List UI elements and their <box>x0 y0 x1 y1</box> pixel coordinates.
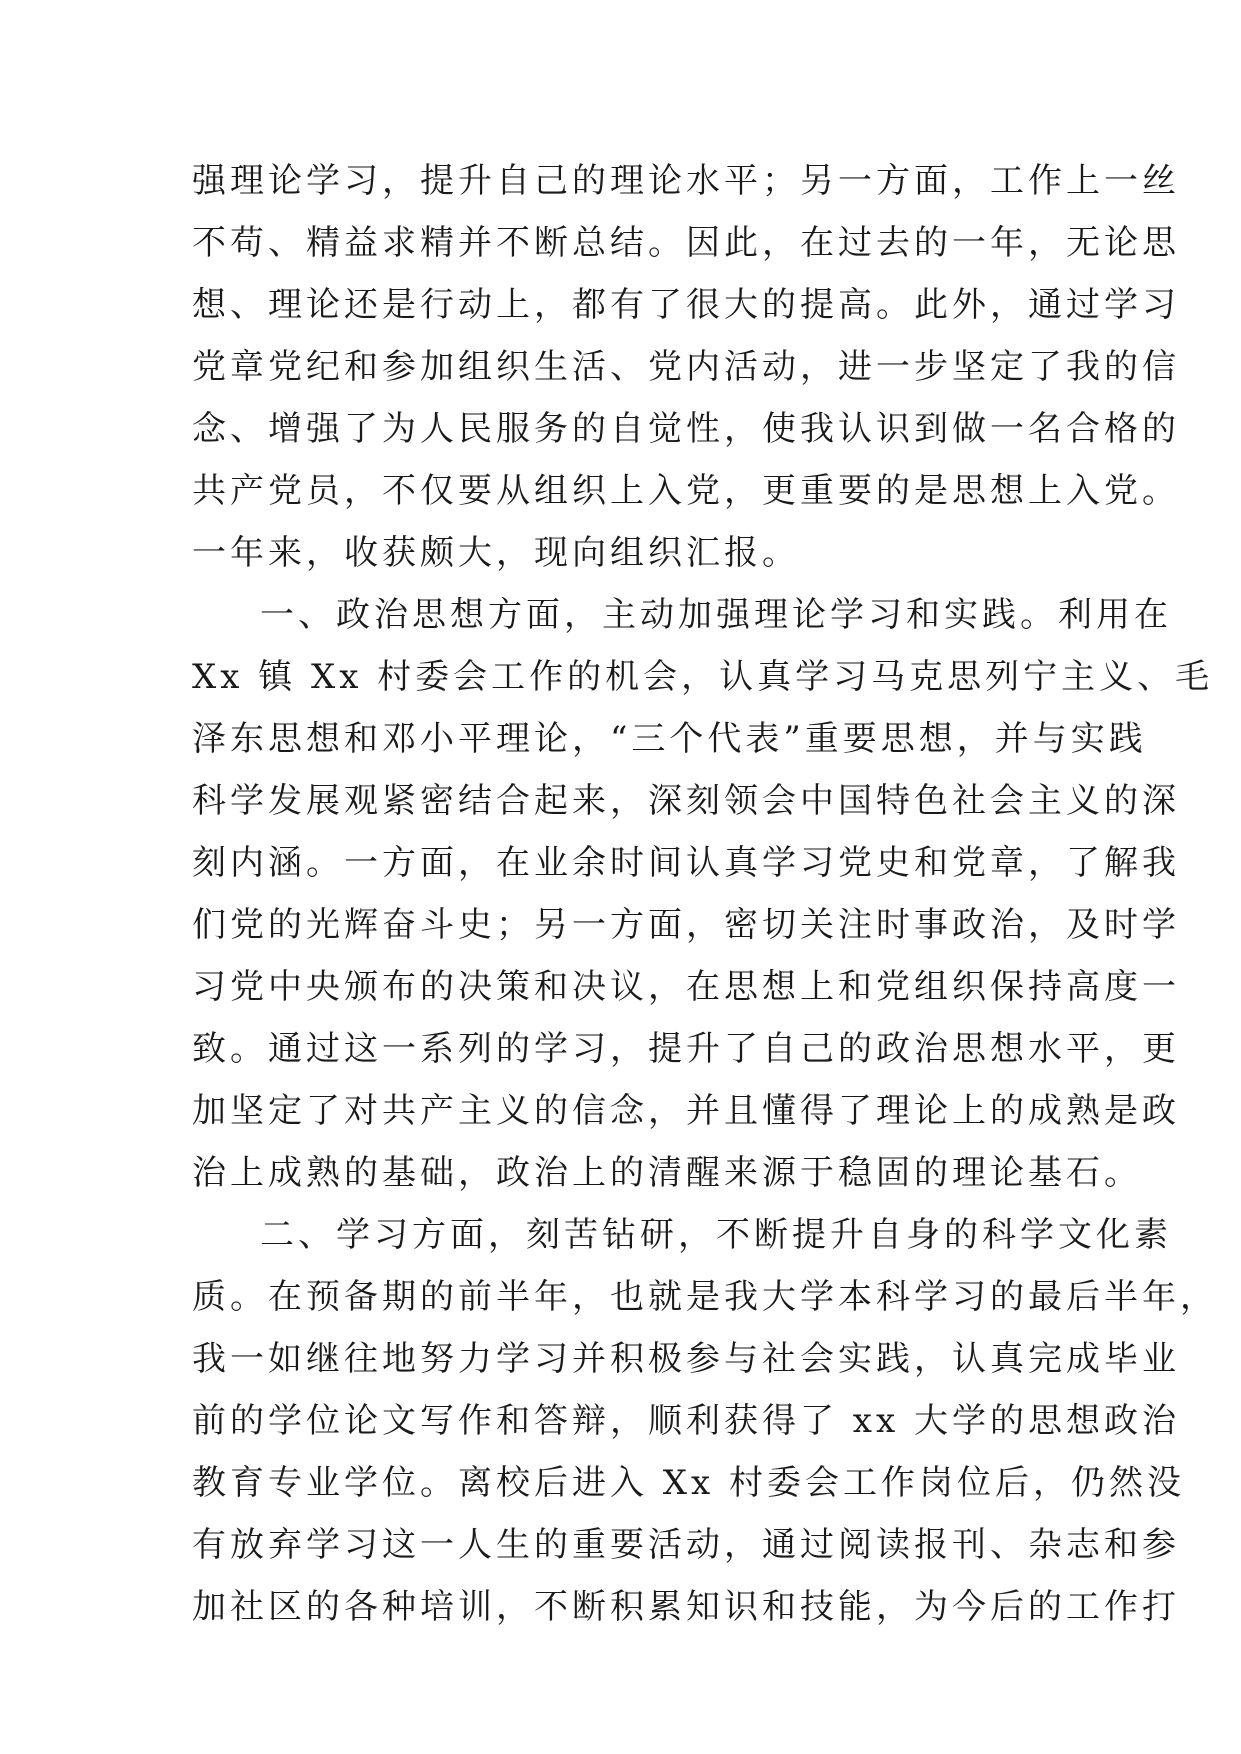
text-line: Xx 镇 Xx 村委会工作的机会，认真学习马克思列宁主义、毛 <box>192 657 1214 697</box>
text-line: 教育专业学位。离校后进入 Xx 村委会工作岗位后，仍然没 <box>192 1463 1185 1503</box>
text-line: 致。通过这一系列的学习，提升了自己的政治思想水平，更 <box>192 1029 1180 1069</box>
text-line: 加社区的各种培训，不断积累知识和技能，为今后的工作打 <box>192 1587 1180 1627</box>
text-line: 加坚定了对共产主义的信念，并且懂得了理论上的成熟是政 <box>192 1091 1180 1131</box>
paragraph-start-study: 二、学习方面，刻苦钻研，不断提升自身的科学文化素 <box>260 1215 1172 1255</box>
text-line: 前的学位论文写作和答辩，顺利获得了 xx 大学的思想政治 <box>192 1401 1180 1441</box>
text-line: 不苟、精益求精并不断总结。因此，在过去的一年，无论思 <box>192 223 1180 263</box>
text-line: 一年来，收获颇大，现向组织汇报。 <box>192 533 800 573</box>
text-line: 刻内涵。一方面，在业余时间认真学习党史和党章，了解我 <box>192 843 1180 883</box>
text-line: 习党中央颁布的决策和决议，在思想上和党组织保持高度一 <box>192 967 1180 1007</box>
text-line: 想、理论还是行动上，都有了很大的提高。此外，通过学习 <box>192 285 1180 325</box>
text-line: 质。在预备期的前半年，也就是我大学本科学习的最后半年， <box>192 1277 1218 1317</box>
body-text <box>192 150 1218 1638</box>
text-line: 治上成熟的基础，政治上的清醒来源于稳固的理论基石。 <box>192 1153 1142 1193</box>
text-line: 念、增强了为人民服务的自觉性，使我认识到做一名合格的 <box>192 409 1180 449</box>
text-line: 们党的光辉奋斗史；另一方面，密切关注时事政治，及时学 <box>192 905 1180 945</box>
text-line: 共产党员，不仅要从组织上入党，更重要的是思想上入党。 <box>192 471 1180 511</box>
text-line: 我一如继往地努力学习并积极参与社会实践，认真完成毕业 <box>192 1339 1180 1379</box>
text-line: 科学发展观紧密结合起来，深刻领会中国特色社会主义的深 <box>192 781 1180 821</box>
text-line: 党章党纪和参加组织生活、党内活动，进一步坚定了我的信 <box>192 347 1180 387</box>
text-line: 有放弃学习这一人生的重要活动，通过阅读报刊、杂志和参 <box>192 1525 1180 1565</box>
text-line: 强理论学习，提升自己的理论水平；另一方面，工作上一丝 <box>192 161 1180 201</box>
text-line: 泽东思想和邓小平理论，“三个代表”重要思想，并与实践 <box>192 719 1147 759</box>
paragraph-start-political: 一、政治思想方面，主动加强理论学习和实践。利用在 <box>260 595 1172 635</box>
